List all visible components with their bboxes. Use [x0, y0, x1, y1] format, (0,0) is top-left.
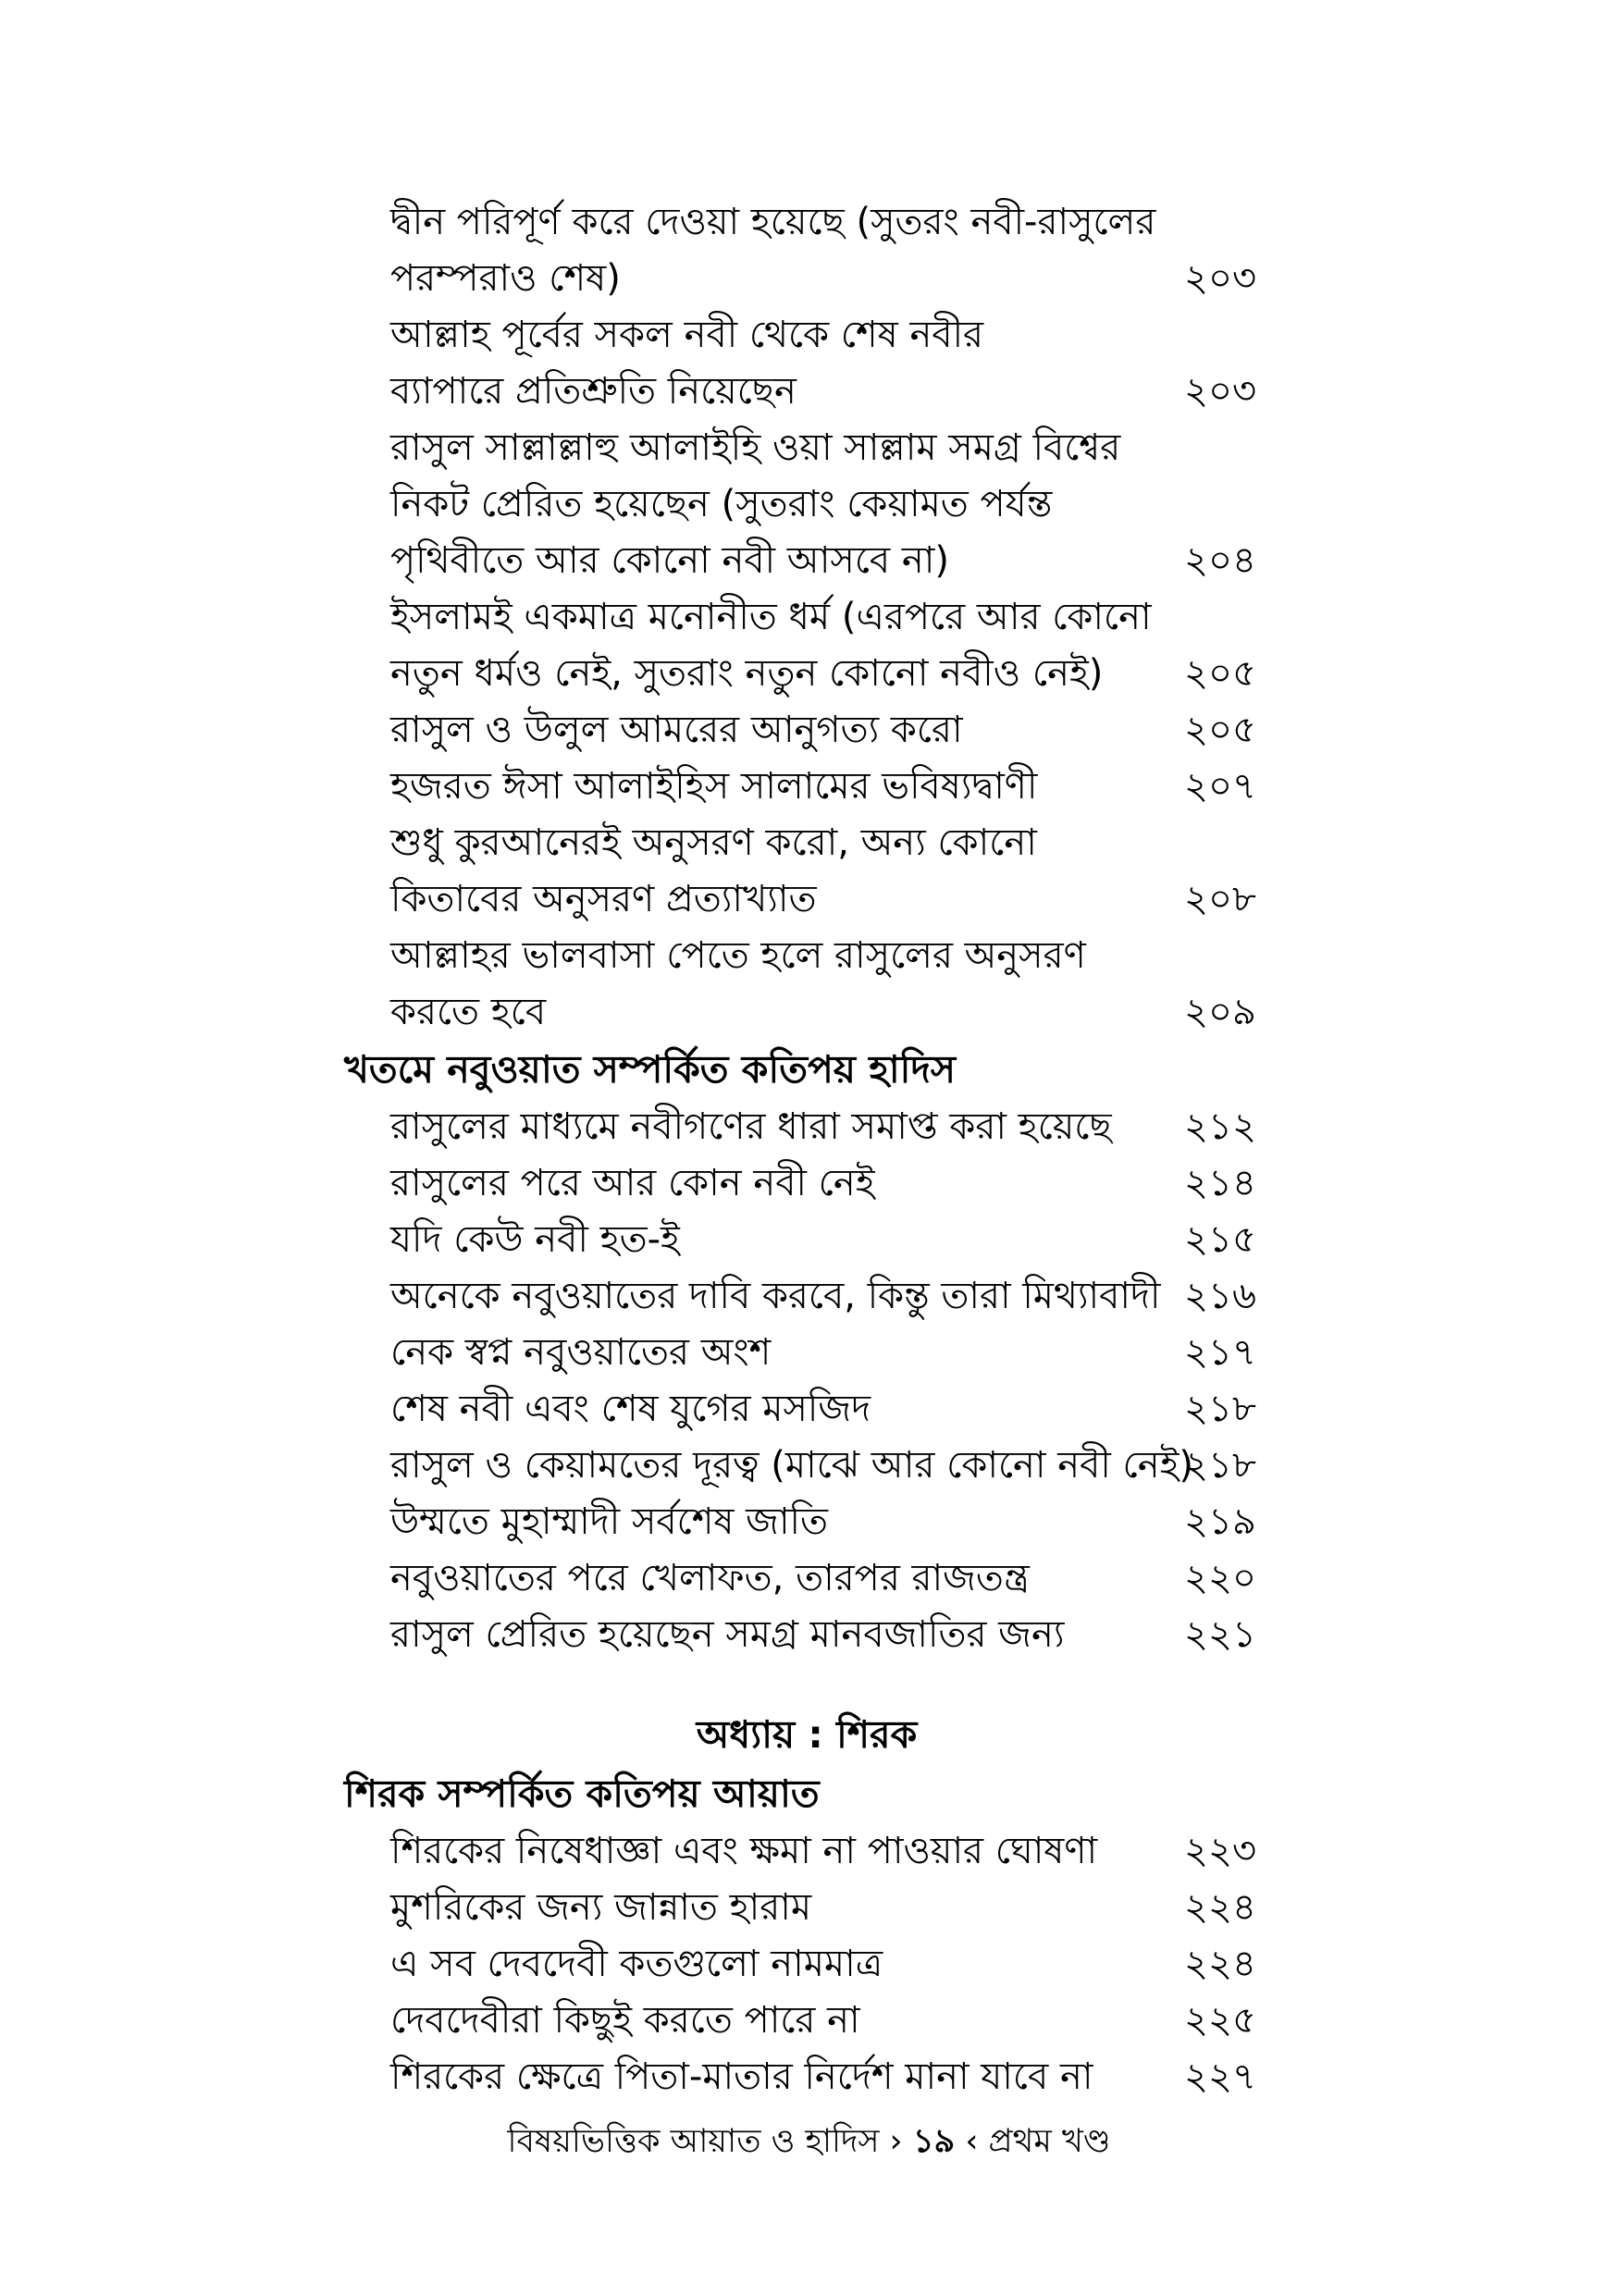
toc-entry	[344, 589, 1269, 646]
toc-entry-page: ২০৭	[1184, 765, 1257, 808]
toc-entry-text: দেবদেবীরা কিছুই করতে পারে না	[390, 1999, 860, 2042]
section-heading-text: শিরক সম্পর্কিত কতিপয় আয়াত	[344, 1771, 820, 1816]
toc-entry	[344, 759, 1269, 815]
chapter-title: অধ্যায় : শিরক	[696, 1712, 918, 1757]
toc-entry-text: শিরকের ক্ষেত্রে পিতা-মাতার নির্দেশ মানা যাবে না	[390, 2055, 1093, 2098]
toc-entry	[344, 1155, 1269, 1212]
toc-entry-page: ২০৪	[1184, 539, 1256, 582]
toc-entry	[344, 1438, 1269, 1494]
toc-entry-page: ২২০	[1184, 1557, 1257, 1599]
entries-group-top	[344, 194, 1269, 1041]
toc-entry-text: দ্বীন পরিপূর্ণ করে দেওয়া হয়েছে (সুতরং নবী-রাসুলের	[390, 201, 1156, 243]
toc-entry-page: ২২৪	[1184, 1943, 1256, 1985]
toc-entry-text: শেষ নবী এবং শেষ যুগের মসজিদ	[390, 1388, 871, 1430]
toc-entry-text: রাসুল প্রেরিত হয়েছেন সমগ্র মানবজাতির জন্য	[390, 1613, 1065, 1656]
toc-entry	[344, 928, 1269, 984]
toc-entry	[344, 1381, 1269, 1438]
toc-entry-page: ২২১	[1184, 1613, 1256, 1656]
toc-entry	[344, 1268, 1269, 1325]
toc-entry-page: ২১৬	[1184, 1275, 1256, 1317]
toc-entry	[344, 194, 1269, 251]
spacer	[344, 1663, 1269, 1704]
toc-entry-text: উম্মতে মুহাম্মাদী সর্বশেষ জাতি	[390, 1500, 828, 1543]
toc-entry	[344, 1550, 1269, 1607]
toc-entry-page: ২১৮	[1184, 1444, 1256, 1487]
toc-entry-page: ২২৩	[1184, 1830, 1257, 1872]
toc-entry-text: নতুন ধর্মও নেই, সুতরাং নতুন কোনো নবীও নেই)	[390, 652, 1104, 695]
toc-entry-page: ২১৭	[1184, 1331, 1256, 1374]
section-heading-ayat	[344, 1765, 1269, 1823]
toc-entry-page: ২০৮	[1184, 878, 1256, 920]
toc-entry	[344, 1993, 1269, 2049]
toc-entry-text: আল্লাহ পূর্বের সকল নবী থেকে শেষ নবীর	[390, 314, 984, 356]
toc-entry-page: ২১৯	[1184, 1500, 1256, 1543]
entries-group-ayat	[344, 1823, 1269, 2105]
toc-entry-page: ২০৫	[1184, 652, 1256, 695]
toc-entry-text: পরম্পরাও শেষ)	[390, 257, 621, 300]
toc-entry-text: রাসুলের মাধ্যমে নবীগণের ধারা সমাপ্ত করা হয়েছে	[390, 1105, 1112, 1148]
table-of-contents	[344, 194, 1269, 2105]
toc-entry	[344, 1494, 1269, 1550]
toc-entry	[344, 1325, 1269, 1381]
toc-entry	[344, 1936, 1269, 1993]
toc-entry-text: রাসুল ও কেয়ামতের দূরত্ব (মাঝে আর কোনো নবী নেই)	[390, 1444, 1194, 1487]
entries-group-hadith	[344, 1099, 1269, 1663]
toc-entry-page: ২০৩	[1184, 370, 1257, 413]
footer-page-number: ১৯	[912, 2123, 956, 2160]
toc-entry	[344, 702, 1269, 759]
toc-entry-text: রাসুলের পরে আর কোন নবী নেই	[390, 1162, 875, 1204]
footer-book-title: বিষয়ভিত্তিক আয়াত ও হাদিস	[507, 2123, 880, 2160]
toc-entry-text: মুশরিকের জন্য জান্নাত হারাম	[390, 1886, 812, 1929]
toc-entry-page: ২২৪	[1184, 1886, 1256, 1929]
toc-entry-text: রাসুল ও উলুল আমরের আনুগত্য করো	[390, 709, 963, 751]
toc-entry-page: ২০৩	[1184, 257, 1257, 300]
toc-entry-text: আল্লাহর ভালবাসা পেতে হলে রাসুলের অনুসরণ	[390, 934, 1086, 977]
toc-entry-text: নেক স্বপ্ন নবুওয়াতের অংশ	[390, 1331, 772, 1374]
toc-entry	[344, 364, 1269, 420]
toc-entry-page: ২১২	[1184, 1105, 1256, 1148]
footer-separator-right: ‹	[965, 2123, 979, 2160]
toc-entry	[344, 476, 1269, 533]
toc-entry	[344, 2049, 1269, 2105]
toc-entry-text: ইসলামই একমাত্র মনোনীত ধর্ম (এরপরে আর কোনো	[390, 596, 1152, 638]
toc-entry-text: হজরত ঈসা আলাইহিস সালামের ভবিষ্যদ্বাণী	[390, 765, 1038, 808]
footer-separator-left: ›	[889, 2123, 903, 2160]
toc-entry-text: করতে হবে	[390, 991, 547, 1033]
toc-entry-page: ২১৫	[1184, 1218, 1256, 1261]
toc-entry-page: ২১৪	[1184, 1162, 1256, 1204]
toc-entry-text: শিরকের নিষেধাজ্ঞা এবং ক্ষমা না পাওয়ার ঘোষণা	[390, 1830, 1098, 1872]
footer-volume: প্রথম খণ্ড	[988, 2123, 1111, 2160]
section-heading-hadith	[344, 1041, 1269, 1099]
page-footer	[0, 2118, 1618, 2165]
toc-entry	[344, 1212, 1269, 1268]
toc-entry	[344, 815, 1269, 871]
toc-entry-page: ২০৯	[1184, 991, 1256, 1033]
toc-entry-text: যদি কেউ নবী হত-ই	[390, 1218, 680, 1261]
toc-entry-page: ২২৫	[1184, 1999, 1256, 2042]
toc-entry-text: পৃথিবীতে আর কোনো নবী আসবে না)	[390, 539, 949, 582]
toc-entry-text: শুধু কুরআনেরই অনুসরণ করো, অন্য কোনো	[390, 821, 1037, 864]
toc-entry	[344, 646, 1269, 702]
toc-entry	[344, 984, 1269, 1041]
toc-entry-page: ২২৭	[1184, 2055, 1257, 2098]
toc-entry	[344, 420, 1269, 476]
toc-entry	[344, 1607, 1269, 1663]
toc-entry-page: ২০৫	[1184, 709, 1256, 751]
toc-entry-page: ২১৮	[1184, 1388, 1256, 1430]
toc-entry	[344, 307, 1269, 364]
toc-entry	[344, 1099, 1269, 1155]
toc-entry	[344, 1880, 1269, 1936]
toc-entry-text: কিতাবের অনুসরণ প্রত্যাখ্যাত	[390, 878, 817, 920]
toc-entry-text: রাসুল সাল্লাল্লাহু আলাইহি ওয়া সাল্লাম সমগ্র বিশ্বের	[390, 426, 1121, 469]
toc-entry-text: এ সব দেবদেবী কতগুলো নামমাত্র	[390, 1943, 883, 1985]
toc-entry	[344, 251, 1269, 307]
toc-entry-text: নিকট প্রেরিত হয়েছেন (সুতরাং কেয়ামত পর্যন্ত	[390, 483, 1053, 525]
toc-entry-text: নবুওয়াতের পরে খেলাফত, তারপর রাজতন্ত্র	[390, 1557, 1030, 1599]
toc-entry-text: অনেকে নবুওয়াতের দাবি করবে, কিন্তু তারা মিথ্যাবাদী	[390, 1275, 1161, 1317]
toc-entry	[344, 1823, 1269, 1880]
section-heading-text: খতমে নবুওয়াত সম্পর্কিত কতিপয় হাদিস	[344, 1047, 957, 1092]
toc-entry	[344, 533, 1269, 589]
toc-entry	[344, 871, 1269, 928]
toc-entry-text: ব্যাপারে প্রতিশ্রুতি নিয়েছেন	[390, 370, 797, 413]
